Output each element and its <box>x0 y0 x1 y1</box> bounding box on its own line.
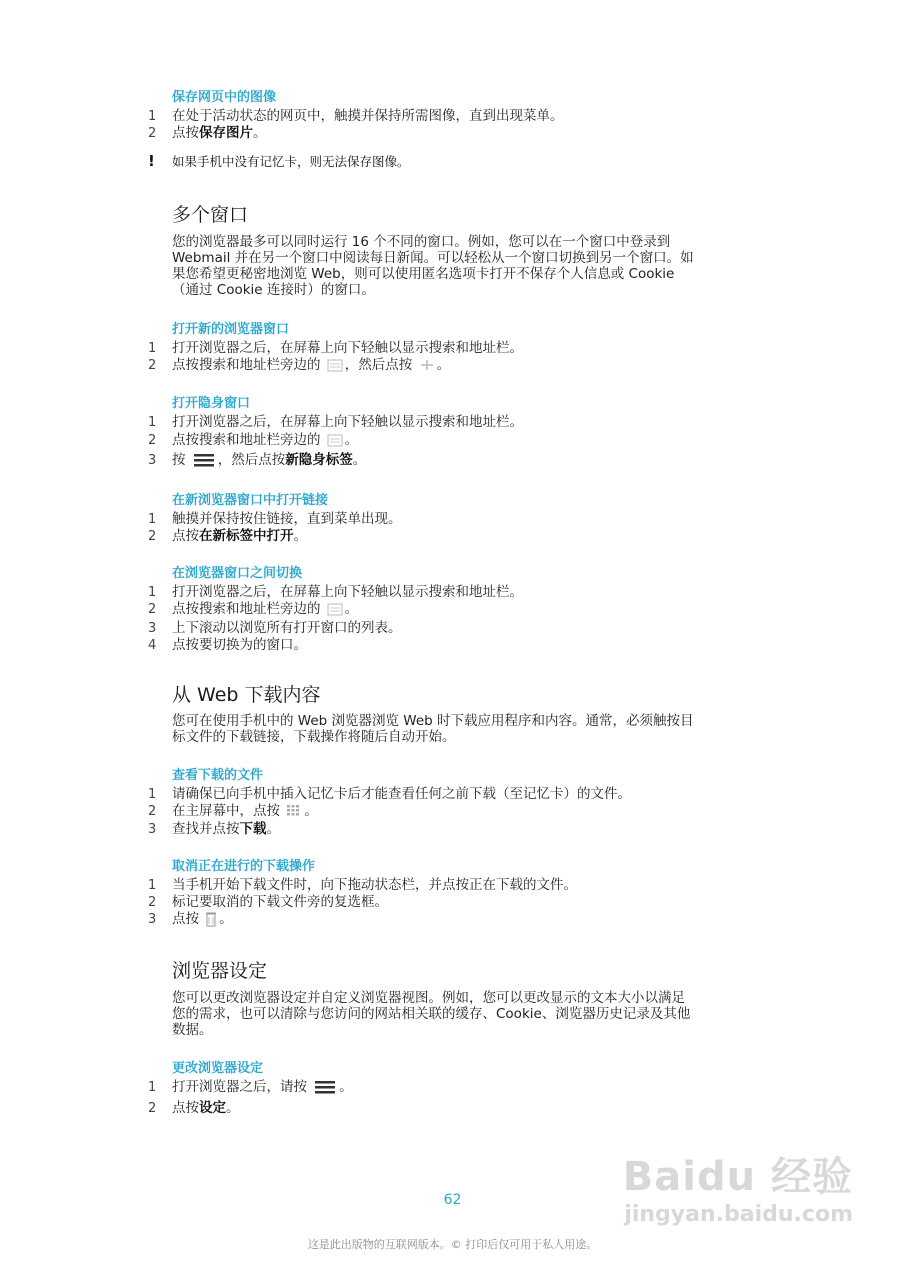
page-number: 62 <box>443 1192 462 1208</box>
app-grid-icon <box>286 804 302 818</box>
windows-icon <box>327 603 343 616</box>
step: 2 标记要取消的下载文件旁的复选框。 <box>148 894 388 910</box>
step: 3 点按 。 <box>148 911 233 927</box>
step: 2 点按搜索和地址栏旁边的 ，然后点按 。 <box>148 357 451 373</box>
paragraph: 您可以更改浏览器设定并自定义浏览器视图。例如，您可以更改显示的文本大小以满足 您的需求，也可以清除与您访问的网站相关联的缓存、Cookie、浏览器历史记录及其他 数据。 <box>172 990 691 1038</box>
section-heading: 浏览器设定 <box>172 960 268 982</box>
step: 2 在主屏幕中，点按 。 <box>148 803 318 819</box>
paragraph: 您的浏览器最多可以同时运行 16 个不同的窗口。例如，您可以在一个窗口中登录到 Webmail 并在另一个窗口中阅读每日新闻。可以轻松从一个窗口切换到另一个窗口。如 果您希望更秘密地浏览 Web，则可以使用匿名选项卡打开不保存个人信息或 Cookie （通过 Cookie 连接时）的窗口。 <box>172 234 694 298</box>
step: 2 点按搜索和地址栏旁边的 。 <box>148 601 359 617</box>
step: 1 打开浏览器之后，请按 。 <box>148 1079 353 1095</box>
menu-icon <box>192 452 216 468</box>
step: 3 按 ，然后点按新隐身标签。 <box>148 452 367 468</box>
subsection-title: 在浏览器窗口之间切换 <box>172 566 303 581</box>
step: 1 打开浏览器之后，在屏幕上向下轻触以显示搜索和地址栏。 <box>148 340 523 356</box>
windows-icon <box>327 434 343 447</box>
subsection-title: 查看下载的文件 <box>172 768 264 783</box>
plus-icon <box>419 358 435 372</box>
subsection-title: 在新浏览器窗口中打开链接 <box>172 493 329 508</box>
step: 1 当手机开始下载文件时，向下拖动状态栏，并点按正在下载的文件。 <box>148 877 577 893</box>
step: 1 打开浏览器之后，在屏幕上向下轻触以显示搜索和地址栏。 <box>148 584 523 600</box>
footer-note: 这是此出版物的互联网版本。© 打印后仅可用于私人用途。 <box>307 1238 598 1251</box>
subsection-title: 取消正在进行的下载操作 <box>172 859 316 874</box>
step: 2 点按保存图片。 <box>148 125 267 141</box>
watermark-url: jingyan.baidu.com <box>624 1202 853 1227</box>
menu-icon <box>313 1079 337 1095</box>
subsection-title: 更改浏览器设定 <box>172 1061 264 1076</box>
step: 1 打开浏览器之后，在屏幕上向下轻触以显示搜索和地址栏。 <box>148 414 523 430</box>
step: 2 点按在新标签中打开。 <box>148 528 307 544</box>
watermark-logo: Baidu 经验 <box>622 1154 853 1200</box>
step: 1 在处于活动状态的网页中，触摸并保持所需图像，直到出现菜单。 <box>148 108 564 124</box>
section-heading: 从 Web 下载内容 <box>172 684 321 706</box>
baidu-watermark <box>623 1145 853 1227</box>
step: 4 点按要切换为的窗口。 <box>148 637 307 653</box>
subsection-title: 保存网页中的图像 <box>172 90 277 105</box>
step: 2 点按设定。 <box>148 1100 240 1116</box>
step: 1 触摸并保持按住链接，直到菜单出现。 <box>148 511 402 527</box>
warning-icon: ! <box>148 152 155 170</box>
step: 3 上下滚动以浏览所有打开窗口的列表。 <box>148 620 402 636</box>
step: 2 点按搜索和地址栏旁边的 。 <box>148 432 359 448</box>
subsection-title: 打开新的浏览器窗口 <box>172 322 290 337</box>
section-heading: 多个窗口 <box>172 204 249 226</box>
note: ! 如果手机中没有记忆卡，则无法保存图像。 <box>148 152 410 170</box>
subsection-title: 打开隐身窗口 <box>172 396 251 411</box>
trash-icon <box>205 911 217 927</box>
step: 1 请确保已向手机中插入记忆卡后才能查看任何之前下载（至记忆卡）的文件。 <box>148 786 631 802</box>
paragraph: 您可在使用手机中的 Web 浏览器浏览 Web 时下载应用程序和内容。通常，必须触按目 标文件的下载链接，下载操作将随后自动开始。 <box>172 713 694 745</box>
step: 3 查找并点按下载。 <box>148 821 280 837</box>
windows-icon <box>327 359 343 372</box>
